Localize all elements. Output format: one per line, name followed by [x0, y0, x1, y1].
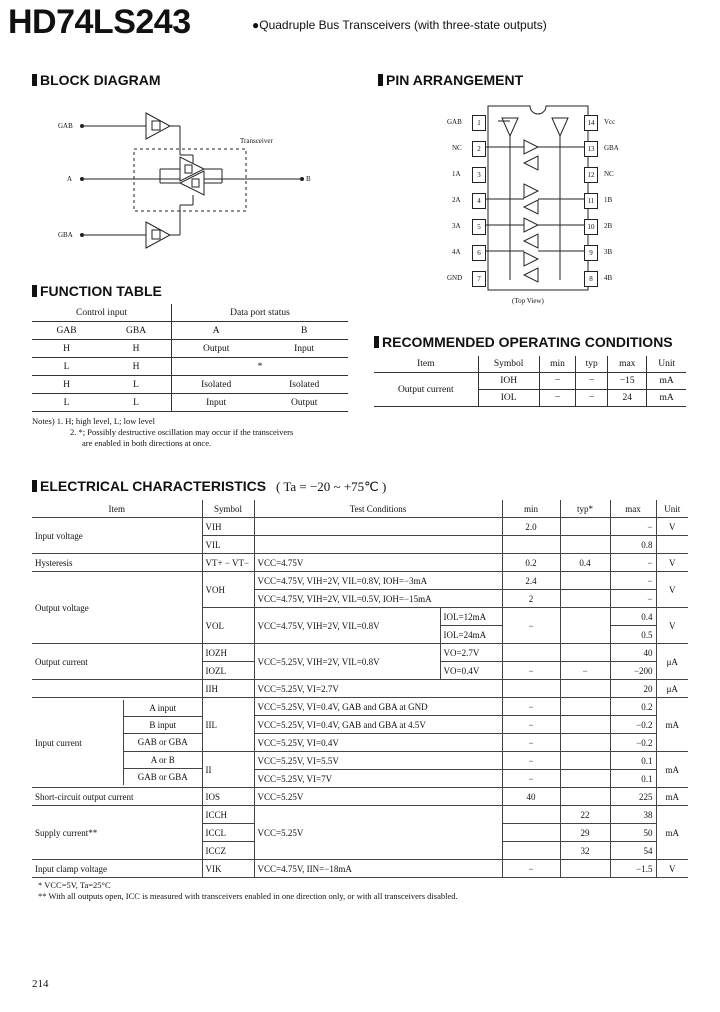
ec-cond: VCC=5.25V, VI=0.4V [254, 734, 502, 752]
ec-col: Test Conditions [254, 500, 502, 518]
ec-subitem: A input [124, 700, 202, 717]
ec-unit: mA [656, 752, 688, 788]
ec-max: 225 [610, 788, 656, 806]
pin-7: 7 [472, 271, 486, 287]
ec-cond: VCC=4.75V, VIH=2V, VIL=0.8V, IOH=−3mA [254, 572, 502, 590]
ft-cell: L [101, 376, 171, 394]
ec-typ [560, 644, 610, 662]
ec-subitem: GAB or GBA [124, 734, 202, 751]
function-table [32, 304, 348, 412]
ft-cell: L [32, 358, 101, 376]
ec-cond: VCC=4.75V, IIN=−18mA [254, 860, 502, 878]
ec-typ [560, 734, 610, 752]
pin-11: 11 [584, 193, 598, 209]
ec-typ [560, 716, 610, 734]
pin-5: 5 [472, 219, 486, 235]
page-number: 214 [32, 978, 49, 990]
roc-col: Unit [647, 356, 686, 373]
roc-table [374, 356, 686, 407]
ec-sym: VIK [202, 860, 254, 878]
ec-max: −0.2 [610, 716, 656, 734]
pin-arrangement-heading: PIN ARRANGEMENT [378, 72, 523, 88]
ft-col: GBA [101, 322, 171, 340]
ft-cell: Input [260, 340, 348, 358]
ec-item: Output voltage [32, 572, 202, 644]
ft-cell: Output [260, 394, 348, 412]
ec-cond2: VO=0.4V [440, 662, 502, 680]
ec-sym: IOZL [202, 662, 254, 680]
ec-subitem: A or B [124, 752, 202, 769]
block-label-transceiver: Transceiver [240, 137, 273, 145]
ec-cond: VCC=5.25V, VIH=2V, VIL=0.8V [254, 644, 440, 680]
roc-col: typ [576, 356, 608, 373]
ec-typ [560, 590, 610, 608]
ft-cell: L [101, 394, 171, 412]
ec-sym: ICCL [202, 824, 254, 842]
ec-table [32, 500, 688, 878]
ec-typ [560, 680, 610, 698]
ec-typ [560, 536, 610, 554]
ec-footnote-1: * VCC=5V, Ta=25°C [38, 880, 111, 890]
pin-14-name: Vcc [604, 118, 616, 126]
ec-max: 38 [610, 806, 656, 824]
pin-3: 3 [472, 167, 486, 183]
ec-typ: 22 [560, 806, 610, 824]
ft-cell: L [32, 394, 101, 412]
ec-cond2: IOL=24mA [440, 626, 502, 644]
table-row [32, 340, 348, 358]
pin-6-name: 4A [452, 248, 461, 256]
ec-sym: IIH [202, 680, 254, 698]
roc-cell: IOH [478, 373, 539, 390]
ec-min: − [502, 752, 560, 770]
pin-8: 8 [584, 271, 598, 287]
roc-cell: − [576, 373, 608, 390]
ec-max: 0.4 [610, 608, 656, 626]
ec-unit: μA [656, 644, 688, 680]
ec-cond2: IOL=12mA [440, 608, 502, 626]
top-view-label: (Top View) [512, 297, 544, 305]
ec-sym: VOL [202, 608, 254, 644]
pin-4-name: 2A [452, 196, 461, 204]
ec-col: min [502, 500, 560, 518]
ec-col: typ* [560, 500, 610, 518]
ec-min [502, 842, 560, 860]
ec-input-current-cell [32, 698, 202, 788]
ec-sym: IIL [202, 698, 254, 752]
ec-max: 40 [610, 644, 656, 662]
ec-sym: VIH [202, 518, 254, 536]
pin-12-name: NC [604, 170, 614, 178]
roc-heading: RECOMMENDED OPERATING CONDITIONS [374, 334, 673, 350]
ec-unit: V [656, 518, 688, 536]
ec-min: − [502, 662, 560, 680]
function-table-cols [32, 322, 348, 340]
ft-cell: * [172, 358, 349, 376]
ec-sym: VIL [202, 536, 254, 554]
ec-cond: VCC=5.25V [254, 788, 502, 806]
function-table-heading: FUNCTION TABLE [32, 283, 162, 299]
ft-cell: H [32, 376, 101, 394]
roc-header [374, 356, 686, 373]
ec-cond: VCC=4.75V, VIH=2V, VIL=0.8V [254, 608, 440, 644]
ec-max: −0.2 [610, 734, 656, 752]
ec-cond: VCC=5.25V, VI=0.4V, GAB and GBA at 4.5V [254, 716, 502, 734]
ec-max: 0.1 [610, 752, 656, 770]
pin-2: 2 [472, 141, 486, 157]
ec-item: Input clamp voltage [32, 860, 202, 878]
ec-max: 54 [610, 842, 656, 860]
table-row [374, 373, 686, 390]
roc-cell: IOL [478, 390, 539, 407]
ft-note-1: Notes) 1. H; high level, L; low level [32, 416, 155, 426]
ec-unit: V [656, 860, 688, 878]
roc-cell: − [539, 373, 575, 390]
ec-typ [560, 608, 610, 644]
ic-package [486, 104, 590, 294]
pin-3-name: 1A [452, 170, 461, 178]
ec-max: 50 [610, 824, 656, 842]
ft-col: GAB [32, 322, 101, 340]
ec-header [32, 500, 688, 518]
ec-min: 40 [502, 788, 560, 806]
ec-max: 0.2 [610, 698, 656, 716]
pin-11-name: 1B [604, 196, 613, 204]
ec-typ: 32 [560, 842, 610, 860]
ec-typ [560, 572, 610, 590]
ft-cell: Isolated [260, 376, 348, 394]
ec-cond [254, 536, 502, 554]
roc-item: Output current [374, 373, 478, 407]
ec-min: − [502, 734, 560, 752]
ec-min: − [502, 608, 560, 644]
ec-sym: VT+ − VT− [202, 554, 254, 572]
ec-min: 2.4 [502, 572, 560, 590]
part-number: HD74LS243 [8, 3, 191, 41]
ec-cond: VCC=5.25V, VI=7V [254, 770, 502, 788]
pin-2-name: NC [452, 144, 462, 152]
ec-max: − [610, 518, 656, 536]
roc-cell: mA [647, 373, 686, 390]
pin-1: 1 [472, 115, 486, 131]
ec-item: Hysteresis [32, 554, 202, 572]
ec-unit: V [656, 554, 688, 572]
ec-typ [560, 698, 610, 716]
ec-sym: ICCH [202, 806, 254, 824]
ec-cond [254, 518, 502, 536]
ec-item: Short-circuit output current [32, 788, 202, 806]
ec-item: Output current [32, 644, 202, 680]
block-label-b: B [306, 175, 311, 183]
ec-sym: II [202, 752, 254, 788]
ft-col: A [172, 322, 261, 340]
table-row [32, 394, 348, 412]
ec-footnote-2: ** With all outputs open, ICC is measured with transceivers enabled in one direction only, or with all transceivers disabled. [38, 891, 458, 901]
ec-min: − [502, 716, 560, 734]
ec-col: Symbol [202, 500, 254, 518]
ec-cond: VCC=4.75V, VIH=2V, VIL=0.5V, IOH=−15mA [254, 590, 502, 608]
block-label-gab: GAB [58, 122, 73, 130]
ec-min: 2.0 [502, 518, 560, 536]
ft-port-header: Data port status [172, 304, 349, 322]
ec-cond2: VO=2.7V [440, 644, 502, 662]
ec-max: 0.8 [610, 536, 656, 554]
table-row [32, 806, 688, 824]
table-row [32, 680, 688, 698]
ec-subitem: GAB or GBA [137, 771, 188, 782]
ec-item-blank [32, 680, 202, 698]
table-row [32, 376, 348, 394]
pin-10-name: 2B [604, 222, 613, 230]
ec-item: Supply current** [32, 806, 202, 860]
pin-14: 14 [584, 115, 598, 131]
roc-cell: − [539, 390, 575, 407]
ft-cell: H [101, 358, 171, 376]
pin-8-name: 4B [604, 274, 613, 282]
ft-note-2: 2. *; Possibly destructive oscillation may occur if the transceivers [70, 427, 294, 437]
ec-min: − [502, 698, 560, 716]
ec-typ [560, 860, 610, 878]
ec-item: Input voltage [32, 518, 202, 554]
block-diagram [40, 95, 330, 255]
ec-unit: mA [656, 788, 688, 806]
pin-13: 13 [584, 141, 598, 157]
ec-min: 2 [502, 590, 560, 608]
ec-typ [560, 788, 610, 806]
ec-min [502, 536, 560, 554]
ec-min: − [502, 770, 560, 788]
ec-typ: 0.4 [560, 554, 610, 572]
ec-unit: μA [656, 680, 688, 698]
ec-min [502, 680, 560, 698]
roc-cell: −15 [608, 373, 647, 390]
ec-unit [656, 536, 688, 554]
ec-heading-condition: ( Ta = −20 ~ +75℃ ) [275, 479, 387, 494]
ec-unit: V [656, 608, 688, 644]
ec-sym: VOH [202, 572, 254, 608]
ec-max: 20 [610, 680, 656, 698]
part-subtitle: ●Quadruple Bus Transceivers (with three-state outputs) [252, 18, 547, 32]
ec-min: 0.2 [502, 554, 560, 572]
roc-cell: − [576, 390, 608, 407]
ec-col: Unit [656, 500, 688, 518]
ec-max: −1.5 [610, 860, 656, 878]
ec-cond: VCC=5.25V, VI=0.4V, GAB and GBA at GND [254, 698, 502, 716]
ft-cell: Input [172, 394, 261, 412]
ec-max: − [610, 572, 656, 590]
ec-cond: VCC=5.25V, VI=2.7V [254, 680, 502, 698]
ec-max: −200 [610, 662, 656, 680]
block-label-a: A [67, 175, 73, 183]
roc-col: Symbol [478, 356, 539, 373]
function-table-header [32, 304, 348, 322]
ec-col: Item [32, 500, 202, 518]
ec-subitem: B input [124, 717, 202, 734]
ft-control-header: Control input [32, 304, 172, 322]
ec-typ [560, 518, 610, 536]
roc-col: Item [374, 356, 478, 373]
table-row [32, 572, 688, 590]
ft-col: B [260, 322, 348, 340]
block-diagram-heading: BLOCK DIAGRAM [32, 72, 161, 88]
pin-4: 4 [472, 193, 486, 209]
ft-cell: Output [172, 340, 261, 358]
ec-sym: IOZH [202, 644, 254, 662]
ft-cell: H [32, 340, 101, 358]
pin-9: 9 [584, 245, 598, 261]
ec-item: Input current [35, 737, 82, 748]
table-row [32, 358, 348, 376]
ec-typ: − [560, 662, 610, 680]
ec-typ: 29 [560, 824, 610, 842]
table-row [32, 860, 688, 878]
ec-typ [560, 752, 610, 770]
ec-sym: IOS [202, 788, 254, 806]
table-row [32, 644, 688, 662]
pin-1-name: GAB [447, 118, 462, 126]
roc-cell: mA [647, 390, 686, 407]
pin-7-name: GND [447, 274, 463, 282]
ec-heading-text: ELECTRICAL CHARACTERISTICS [40, 478, 267, 494]
table-row [32, 698, 688, 716]
pin-9-name: 3B [604, 248, 613, 256]
ec-col: max [610, 500, 656, 518]
ec-unit: mA [656, 698, 688, 752]
table-row [32, 554, 688, 572]
roc-col: min [539, 356, 575, 373]
ec-cond: VCC=5.25V [254, 806, 502, 860]
table-row [32, 788, 688, 806]
ft-cell: H [101, 340, 171, 358]
ec-min: − [502, 860, 560, 878]
ec-unit: mA [656, 806, 688, 860]
ec-min [502, 824, 560, 842]
ec-cond: VCC=5.25V, VI=5.5V [254, 752, 502, 770]
ec-heading [32, 478, 386, 495]
pin-10: 10 [584, 219, 598, 235]
ec-sym: ICCZ [202, 842, 254, 860]
ec-min [502, 644, 560, 662]
ec-cond: VCC=4.75V [254, 554, 502, 572]
block-label-gba: GBA [58, 231, 73, 239]
ec-min [502, 806, 560, 824]
table-row [32, 518, 688, 536]
ft-cell: Isolated [172, 376, 261, 394]
ec-unit: V [656, 572, 688, 608]
roc-col: max [608, 356, 647, 373]
roc-cell: 24 [608, 390, 647, 407]
ec-max: 0.1 [610, 770, 656, 788]
pin-5-name: 3A [452, 222, 461, 230]
ft-note-3: are enabled in both directions at once. [82, 438, 212, 448]
pin-12: 12 [584, 167, 598, 183]
ec-max: − [610, 590, 656, 608]
pin-6: 6 [472, 245, 486, 261]
ec-max: − [610, 554, 656, 572]
ec-typ [560, 770, 610, 788]
ec-max: 0.5 [610, 626, 656, 644]
pin-13-name: GBA [604, 144, 619, 152]
